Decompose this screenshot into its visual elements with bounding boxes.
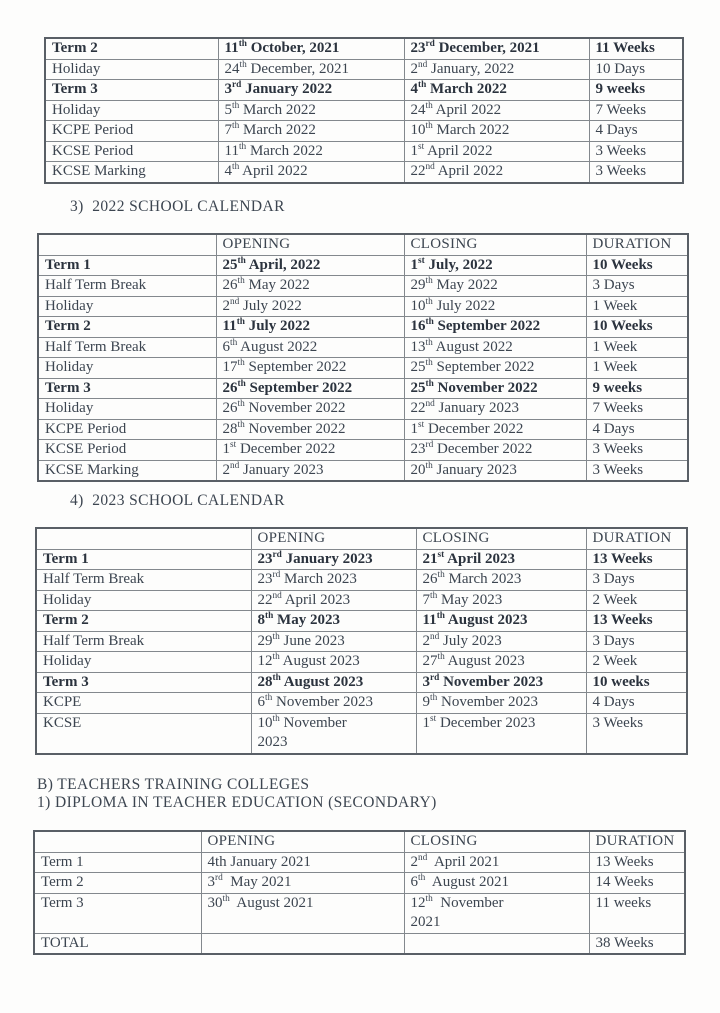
cell-duration: 7 Weeks xyxy=(586,399,688,420)
section-heading-2023-calendar: 4) 2023 SCHOOL CALENDAR xyxy=(70,492,285,509)
cell-opening: 8th May 2023 xyxy=(251,611,416,632)
cell-label: Holiday xyxy=(38,358,216,379)
column-header-opening: OPENING xyxy=(201,831,404,852)
table-row xyxy=(45,100,683,121)
cell-label: KCPE xyxy=(36,693,251,714)
cell-duration: 3 Days xyxy=(586,570,687,591)
cell-closing: 23rd December, 2021 xyxy=(404,38,589,59)
cell-opening: 3rd January 2022 xyxy=(218,80,404,101)
cell-opening: 6th November 2023 xyxy=(251,693,416,714)
cell-opening: 11th July 2022 xyxy=(216,317,404,338)
table-header-row xyxy=(36,528,687,549)
cell-duration: 9 weeks xyxy=(586,378,688,399)
cell-label: Term 2 xyxy=(38,317,216,338)
cell-label: Term 3 xyxy=(34,893,201,933)
cell-closing: 20th January 2023 xyxy=(404,460,586,481)
cell-label: KCPE Period xyxy=(38,419,216,440)
cell-label: Term 2 xyxy=(34,873,201,894)
cell-closing: 3rd November 2023 xyxy=(416,672,586,693)
calendar-table-2022 xyxy=(37,233,689,482)
cell-duration: 3 Weeks xyxy=(586,713,687,754)
table-row xyxy=(36,590,687,611)
table-row xyxy=(36,631,687,652)
cell-opening: 30th August 2021 xyxy=(201,893,404,933)
cell-label: Term 1 xyxy=(38,255,216,276)
cell-opening: 22nd April 2023 xyxy=(251,590,416,611)
cell-opening: 28th August 2023 xyxy=(251,672,416,693)
cell-closing: 16th September 2022 xyxy=(404,317,586,338)
cell-label: Holiday xyxy=(38,296,216,317)
cell-duration: 3 Days xyxy=(586,631,687,652)
table-row xyxy=(45,38,683,59)
table-header-row xyxy=(38,234,688,255)
cell-opening: 3rd May 2021 xyxy=(201,873,404,894)
cell-duration: 13 Weeks xyxy=(586,611,687,632)
cell-opening: 7th March 2022 xyxy=(218,121,404,142)
cell-duration: 10 Weeks xyxy=(586,317,688,338)
cell-duration: 2 Week xyxy=(586,590,687,611)
cell-label: Holiday xyxy=(36,652,251,673)
cell-opening: 4th April 2022 xyxy=(218,162,404,183)
cell-label: Holiday xyxy=(45,100,218,121)
cell-opening: 10th November 2023 xyxy=(251,713,416,754)
cell-duration: 11 Weeks xyxy=(589,38,683,59)
cell-duration: 2 Week xyxy=(586,652,687,673)
cell-label: Term 1 xyxy=(36,549,251,570)
table-row xyxy=(36,570,687,591)
cell-closing: 22nd January 2023 xyxy=(404,399,586,420)
column-header-duration: DURATION xyxy=(589,831,685,852)
cell-label: Half Term Break xyxy=(36,631,251,652)
cell-duration: 13 Weeks xyxy=(589,852,685,873)
cell-label: KCSE Marking xyxy=(45,162,218,183)
cell-duration: 14 Weeks xyxy=(589,873,685,894)
cell-closing: 12th November 2021 xyxy=(404,893,589,933)
cell-opening: 1st December 2022 xyxy=(216,440,404,461)
cell-opening: 26th September 2022 xyxy=(216,378,404,399)
cell-duration: 3 Weeks xyxy=(589,162,683,183)
table-row xyxy=(36,652,687,673)
table-row xyxy=(36,611,687,632)
cell-closing: 27th August 2023 xyxy=(416,652,586,673)
cell-label: TOTAL xyxy=(34,933,201,954)
column-header-closing: CLOSING xyxy=(416,528,586,549)
table-row xyxy=(36,693,687,714)
cell-opening: 23rd January 2023 xyxy=(251,549,416,570)
cell-closing: 13th August 2022 xyxy=(404,337,586,358)
section-heading-diploma-teacher-education: 1) DIPLOMA IN TEACHER EDUCATION (SECONDARY) xyxy=(37,794,437,811)
column-header-closing: CLOSING xyxy=(404,234,586,255)
cell-label: Term 2 xyxy=(45,38,218,59)
cell-duration: 4 Days xyxy=(586,693,687,714)
cell-duration: 10 Weeks xyxy=(586,255,688,276)
cell-opening: 17th September 2022 xyxy=(216,358,404,379)
cell-duration: 13 Weeks xyxy=(586,549,687,570)
table-row xyxy=(38,358,688,379)
cell-label: Half Term Break xyxy=(36,570,251,591)
table-row xyxy=(38,399,688,420)
cell-duration: 10 Days xyxy=(589,59,683,80)
cell-label: Term 3 xyxy=(45,80,218,101)
cell-closing: 25th November 2022 xyxy=(404,378,586,399)
cell-closing: 21st April 2023 xyxy=(416,549,586,570)
cell-opening: 25th April, 2022 xyxy=(216,255,404,276)
table-row xyxy=(38,296,688,317)
calendar-table-2023 xyxy=(35,527,688,755)
table-row xyxy=(45,162,683,183)
table-row xyxy=(34,933,685,954)
cell-closing: 1st December 2023 xyxy=(416,713,586,754)
table-row xyxy=(38,419,688,440)
cell-opening: 2nd July 2022 xyxy=(216,296,404,317)
cell-label: KCPE Period xyxy=(45,121,218,142)
column-header-closing: CLOSING xyxy=(404,831,589,852)
cell-duration: 1 Week xyxy=(586,337,688,358)
cell-duration: 1 Week xyxy=(586,358,688,379)
column-header-blank xyxy=(38,234,216,255)
cell-closing: 4th March 2022 xyxy=(404,80,589,101)
cell-label: Term 3 xyxy=(36,672,251,693)
cell-closing: 29th May 2022 xyxy=(404,276,586,297)
table-row xyxy=(34,873,685,894)
cell-opening: 11th October, 2021 xyxy=(218,38,404,59)
cell-label: Half Term Break xyxy=(38,276,216,297)
cell-duration: 3 Days xyxy=(586,276,688,297)
cell-closing: 7th May 2023 xyxy=(416,590,586,611)
cell-opening: 23rd March 2023 xyxy=(251,570,416,591)
cell-closing: 26th March 2023 xyxy=(416,570,586,591)
cell-closing: 2nd July 2023 xyxy=(416,631,586,652)
calendar-table-2021-continuation xyxy=(44,37,684,184)
cell-duration: 3 Weeks xyxy=(586,460,688,481)
cell-label: Holiday xyxy=(45,59,218,80)
cell-closing: 2nd April 2021 xyxy=(404,852,589,873)
table-row xyxy=(38,440,688,461)
cell-closing xyxy=(404,933,589,954)
cell-closing: 1st December 2022 xyxy=(404,419,586,440)
table-row xyxy=(38,255,688,276)
cell-duration: 3 Weeks xyxy=(589,141,683,162)
cell-duration: 7 Weeks xyxy=(589,100,683,121)
cell-label: Term 1 xyxy=(34,852,201,873)
cell-closing: 6th August 2021 xyxy=(404,873,589,894)
cell-opening: 26th November 2022 xyxy=(216,399,404,420)
table-row xyxy=(36,672,687,693)
cell-closing: 1st April 2022 xyxy=(404,141,589,162)
cell-duration: 9 weeks xyxy=(589,80,683,101)
section-heading-2022-calendar: 3) 2022 SCHOOL CALENDAR xyxy=(70,198,285,215)
table-header-row xyxy=(34,831,685,852)
cell-label: Half Term Break xyxy=(38,337,216,358)
table-row xyxy=(45,141,683,162)
cell-closing: 22nd April 2022 xyxy=(404,162,589,183)
table-row xyxy=(36,713,687,754)
cell-duration: 38 Weeks xyxy=(589,933,685,954)
table-row xyxy=(38,317,688,338)
cell-closing: 24th April 2022 xyxy=(404,100,589,121)
cell-duration: 11 weeks xyxy=(589,893,685,933)
cell-duration: 3 Weeks xyxy=(586,440,688,461)
cell-label: Term 2 xyxy=(36,611,251,632)
column-header-opening: OPENING xyxy=(251,528,416,549)
table-row xyxy=(34,893,685,933)
table-row xyxy=(34,852,685,873)
cell-closing: 10th March 2022 xyxy=(404,121,589,142)
cell-duration: 1 Week xyxy=(586,296,688,317)
cell-opening: 11th March 2022 xyxy=(218,141,404,162)
cell-opening: 26th May 2022 xyxy=(216,276,404,297)
table-row xyxy=(45,121,683,142)
cell-label: KCSE Period xyxy=(38,440,216,461)
cell-opening: 24th December, 2021 xyxy=(218,59,404,80)
cell-closing: 23rd December 2022 xyxy=(404,440,586,461)
cell-label: KCSE Marking xyxy=(38,460,216,481)
cell-opening: 12th August 2023 xyxy=(251,652,416,673)
cell-closing: 2nd January, 2022 xyxy=(404,59,589,80)
column-header-duration: DURATION xyxy=(586,528,687,549)
cell-label: Term 3 xyxy=(38,378,216,399)
table-row xyxy=(38,460,688,481)
table-row xyxy=(38,378,688,399)
cell-opening: 5th March 2022 xyxy=(218,100,404,121)
table-row xyxy=(38,337,688,358)
cell-opening: 4th January 2021 xyxy=(201,852,404,873)
calendar-table-ttc-2021 xyxy=(33,830,686,955)
cell-closing: 10th July 2022 xyxy=(404,296,586,317)
section-heading-teachers-training-colleges: B) TEACHERS TRAINING COLLEGES xyxy=(37,776,310,793)
cell-closing: 25th September 2022 xyxy=(404,358,586,379)
table-row xyxy=(45,80,683,101)
cell-duration: 4 Days xyxy=(589,121,683,142)
cell-label: Holiday xyxy=(36,590,251,611)
cell-opening: 2nd January 2023 xyxy=(216,460,404,481)
cell-opening: 29th June 2023 xyxy=(251,631,416,652)
table-row xyxy=(45,59,683,80)
cell-duration: 10 weeks xyxy=(586,672,687,693)
cell-closing: 1st July, 2022 xyxy=(404,255,586,276)
cell-closing: 9th November 2023 xyxy=(416,693,586,714)
cell-opening: 6th August 2022 xyxy=(216,337,404,358)
column-header-opening: OPENING xyxy=(216,234,404,255)
cell-duration: 4 Days xyxy=(586,419,688,440)
table-row xyxy=(36,549,687,570)
cell-label: Holiday xyxy=(38,399,216,420)
cell-closing: 11th August 2023 xyxy=(416,611,586,632)
cell-opening: 28th November 2022 xyxy=(216,419,404,440)
cell-opening xyxy=(201,933,404,954)
column-header-duration: DURATION xyxy=(586,234,688,255)
column-header-blank xyxy=(34,831,201,852)
cell-label: KCSE xyxy=(36,713,251,754)
column-header-blank xyxy=(36,528,251,549)
table-row xyxy=(38,276,688,297)
cell-label: KCSE Period xyxy=(45,141,218,162)
